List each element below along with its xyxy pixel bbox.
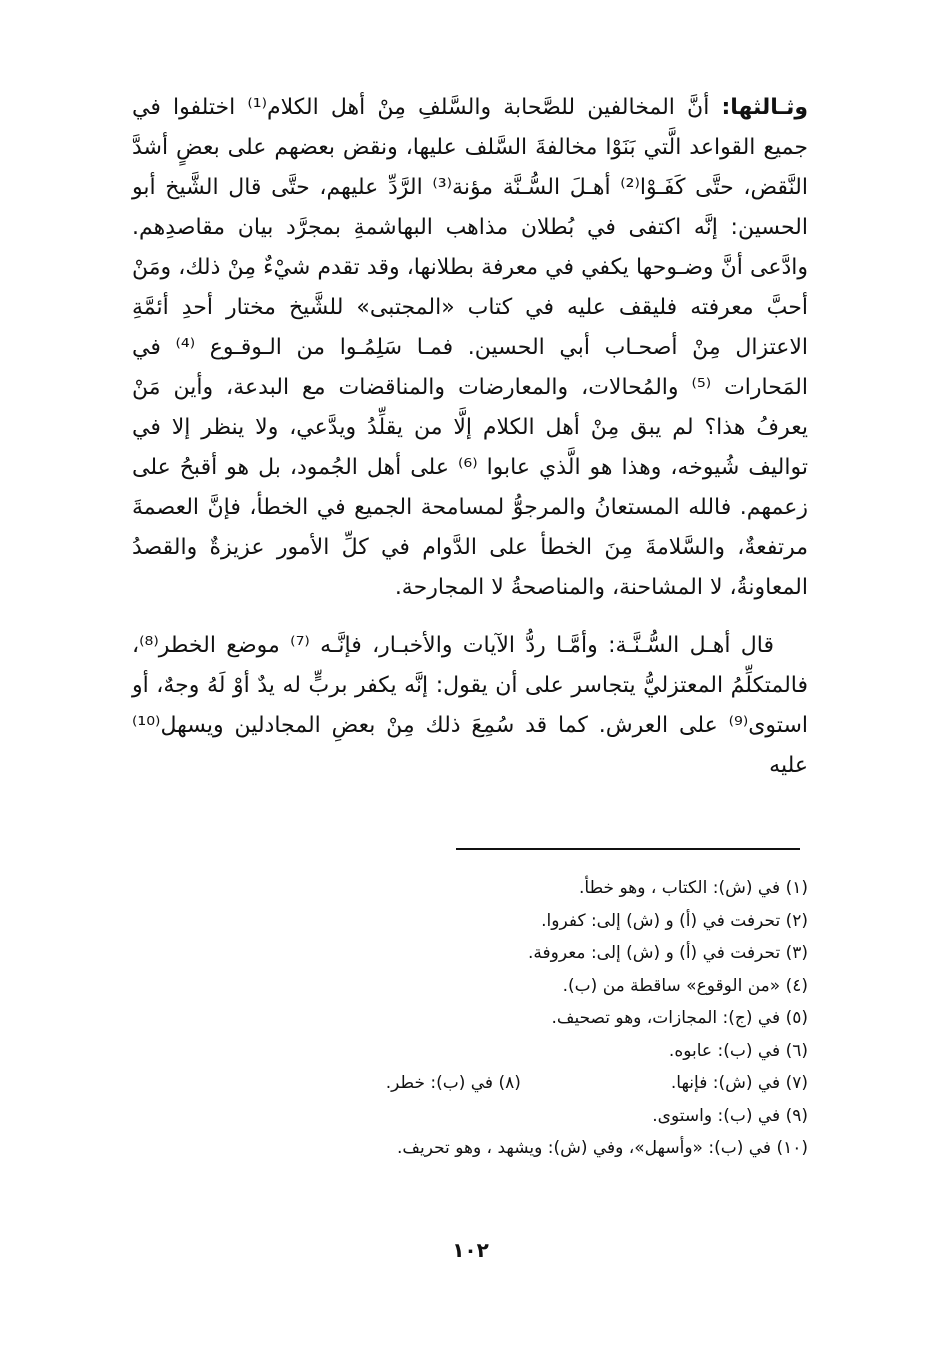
- footnotes: [250, 872, 808, 1165]
- footnote-7: (٧) في (ش): فإنها.: [670, 1073, 808, 1093]
- page-number: ١٠٢: [452, 1238, 489, 1262]
- footnote-9: (٩) في (ب): واستوى.: [652, 1105, 808, 1126]
- footnote-separator: [456, 848, 800, 850]
- footnote-2: (٢) تحرفت في (أ) و (ش) إلى: كفروا.: [541, 910, 808, 931]
- paragraph-1-text: أنَّ المخالفين للصَّحابة والسَّلفِ مِنْ أهل الكلام⁽¹⁾ اختلفوا في جميع القواعد الَّتي بَنَوْا مخالفةَ السَّلف عليها، ونقض بعضهم على بعضٍ أشدَّ النَّقض، حتَّى كَفَـوْا⁽²⁾ أهـلَ السُّـنَّة مؤنة⁽³⁾ الرَّدِّ عليهم، حتَّى قال الشَّيخ أبو الحسين: إنَّه اكتفى في بُطلان مذاهب البهاشمةِ بمجرَّد بيان مقاصدِهم. وادَّعى أنَّ وضـوحها يكفي في معرفة بطلانها، وقد تقدم شيْءٌ مِنْ ذلك، ومَنْ أحبَّ معرفته فليقف عليه في كتاب «المجتبى» للشَّيخ مختار أحدِ أئمَّةِ الاعتزال مِنْ أصحـاب أبي الحسين. فمـا سَلِمُـوا من الـوقـوع ⁽⁴⁾ في المَحارات ⁽⁵⁾ والمُحالات، والمعارضات والمناقضات مع البدعة، وأين مَنْ يعرفُ هذا؟ لم يبق مِنْ أهل الكلام إلَّا من يقلِّدُ ويدَّعي، ولا ينظر إلا في تواليف شُيوخه، وهذا هو الَّذي عابوا ⁽⁶⁾ على أهل الجُمود، بل هو أقبحُ على زعمهم. فالله المستعانُ والمرجوُّ لمسامحة الجميع في الخطأ، فإنَّ العصمةَ مرتفعةٌ، والسَّلامةَ مِنَ الخطأ على الدَّوام في كلِّ الأمور عزيزةٌ والقصدُ المعاونةُ، لا المشاحنة، والمناصحةُ لا المجارحة.: [132, 95, 809, 600]
- footnote-10: (١٠) في (ب): «وأسهل»، وفي (ش): ويشهد ، وهو تحريف.: [396, 1138, 808, 1158]
- footnote-8: (٨) في (ب): خطر.: [385, 1073, 521, 1093]
- footnote-row-7-8: [250, 1067, 808, 1100]
- paragraph-1: [132, 88, 808, 608]
- footnote-3: (٣) تحرفت في (أ) و (ش) إلى: معروفة.: [528, 943, 808, 963]
- paragraph-lead: وثـالثها:: [721, 95, 809, 120]
- footnote-5: (٥) في (ج): المجازات، وهو تصحيف.: [551, 1008, 808, 1028]
- footnote-6: (٦) في (ب): عابوه.: [668, 1040, 808, 1061]
- main-text: [132, 88, 808, 786]
- footnote-4: (٤) «من الوقوع» ساقطة من (ب).: [562, 975, 808, 996]
- footnote-1: (١) في (ش): الكتاب ، وهو خطأ.: [579, 878, 808, 898]
- paragraph-2: قال أهـل السُّـنَّـة: وأمَّـا ردُّ الآيات والأخبـار، فإنَّـه ⁽⁷⁾ موضع الخطر⁽⁸⁾، فالمتكلِّمُ المعتزليُّ يتجاسر على أن يقول: إنَّه يكفر بربٍّ له يدٌ أوْ لَهُ وجهٌ، أو استوى⁽⁹⁾ على العرش. كما قد سُمِعَ ذلك مِنْ بعضِ المجادلين ويسهل⁽¹⁰⁾ عليه: [132, 633, 808, 778]
